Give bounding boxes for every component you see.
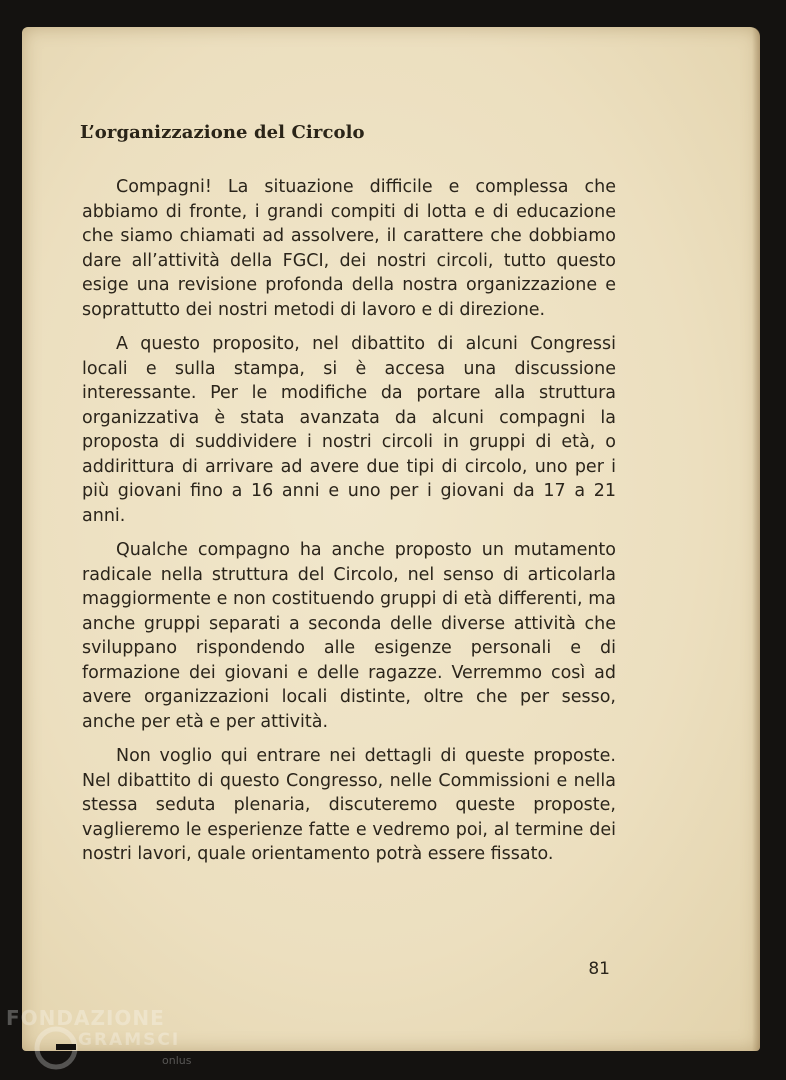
page-edge-shadow (752, 27, 760, 1051)
paragraph-2: A questo proposito, nel dibattito di alcuni Congressi locali e sulla stampa, si è accesa una discussione interessante. Per le modifiche da portare alla struttura organizzativa è stata avanzata da alcuni compagni la proposta di suddividere i nostri circoli in gruppi di età, o addirittura di arrivare ad avere due tipi di circolo, uno per i più giovani fino a 16 anni e uno per i giovani da 17 a 21 anni. (82, 334, 616, 526)
watermark-line-3: onlus (162, 1054, 192, 1067)
watermark-ring-icon (32, 1024, 80, 1072)
section-heading: L’organizzazione del Circolo (80, 122, 365, 143)
paragraph-4: Non voglio qui entrare nei dettagli di queste proposte. Nel dibattito di questo Congresso, nelle Commissioni e nella stessa seduta plenaria, discuteremo queste proposte, vaglieremo le esperienze fatte e vedremo poi, al termine dei nostri lavori, quale orientamento potrà essere fissato. (82, 746, 616, 864)
watermark-logo (2, 996, 212, 1076)
paragraph-1: Compagni! La situazione difficile e complessa che abbiamo di fronte, i grandi compiti di lotta e di educazione che siamo chiamati ad assolvere, il carattere che dobbiamo dare all’attività della FGCI, dei nostri circoli, tutto questo esige una revisione profonda della nostra organizzazione e soprattutto dei nostri metodi di lavoro e di direzione. (82, 177, 616, 320)
page-number: 81 (588, 959, 610, 979)
body-text (82, 175, 616, 877)
paragraph-3: Qualche compagno ha anche proposto un mutamento radicale nella struttura del Circolo, nel senso di articolarla maggiormente e non costituendo gruppi di età differenti, ma anche gruppi separati a seconda delle diverse attività che sviluppano rispondendo alle esigenze personali e di formazione dei giovani e delle ragazze. Verremmo così ad avere organizzazioni locali distinte, oltre che per sesso, anche per età e per attività. (82, 540, 616, 732)
book-page (22, 27, 760, 1051)
watermark-line-1: FONDAZIONE (6, 1006, 165, 1030)
watermark-line-2: GRAMSCI (78, 1030, 181, 1050)
